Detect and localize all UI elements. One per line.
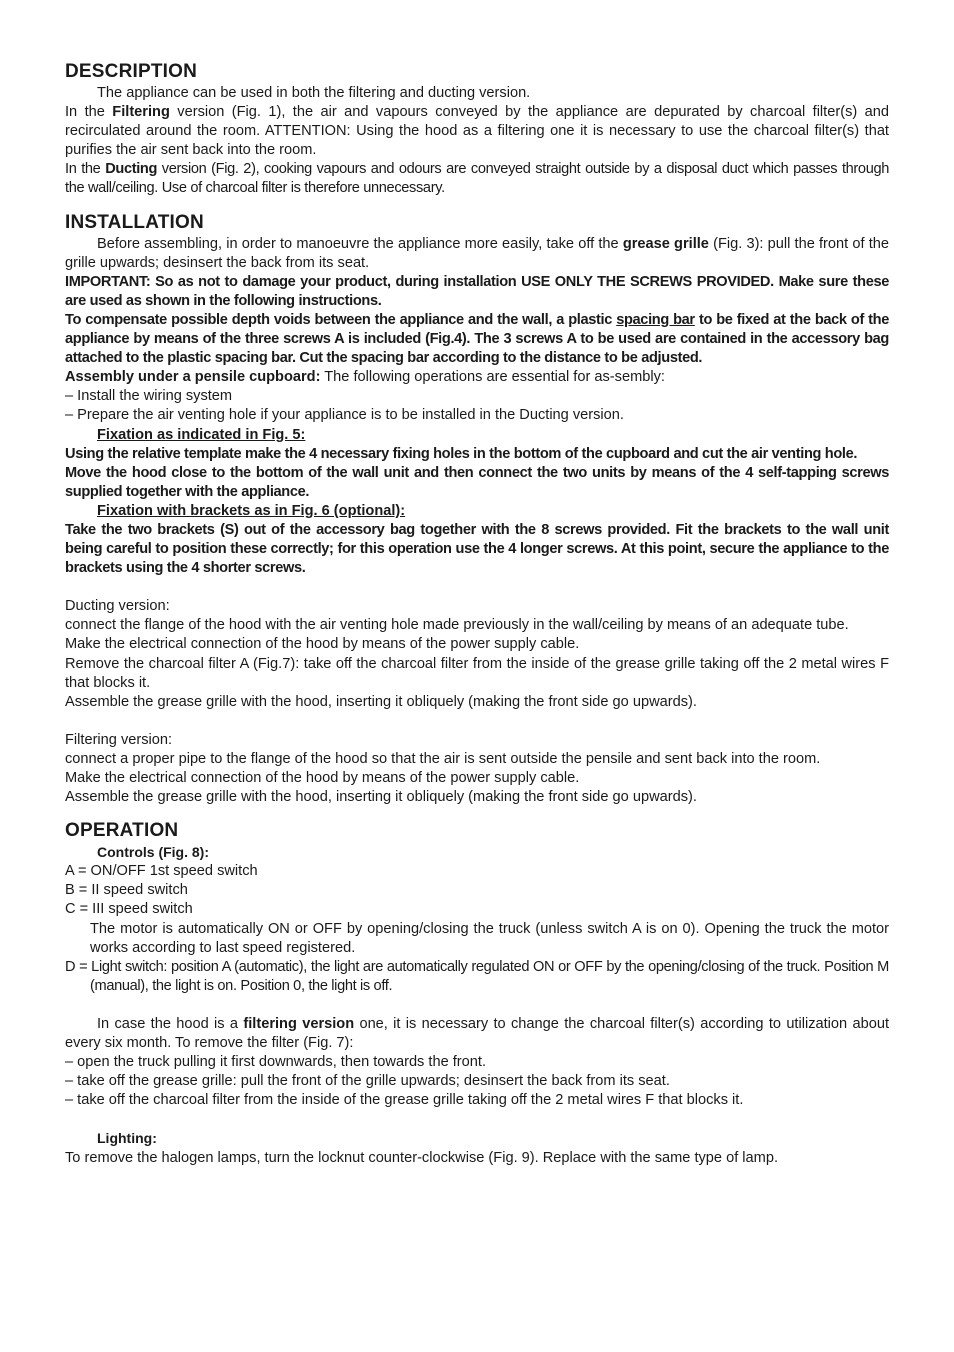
control-a: A = ON/OFF 1st speed switch [65, 863, 258, 880]
ducting-version-label: Ducting version: [65, 598, 170, 615]
ducting-step-electrical: Make the electrical connection of the hood by means of the power supply cable. [65, 636, 580, 653]
remove-step-filter: – take off the charcoal filter from the inside of the grease grille taking off the 2 metal wires F that blocks it. [65, 1092, 744, 1109]
description-ducting: In the Ducting version (Fig. 2), cooking vapours and odours are conveyed straight outside by a disposal duct which passes through the wall/ceiling. Use of charcoal filter is therefore unnecessary. [65, 161, 889, 197]
lighting-label: Lighting: [97, 1130, 157, 1147]
remove-step-grille: – take off the grease grille: pull the front of the grille upwards; desinsert the back from its seat. [65, 1073, 670, 1090]
filtering-step-grille: Assemble the grease grille with the hood, inserting it obliquely (making the front side go upwards). [65, 789, 697, 806]
fixation-fig5-text1: Using the relative template make the 4 necessary fixing holes in the bottom of the cupboard and cut the air venting hole. [65, 445, 858, 462]
fixation-fig6-text: Take the two brackets (S) out of the accessory bag together with the 8 screws provided. Fit the brackets to the wall unit being careful to position these correctly; for this operation use the 4 longer screws. At this point, secure the appliance to the brackets using the 4 shorter screws. [65, 521, 889, 577]
installation-heading: INSTALLATION [65, 211, 204, 233]
control-c: C = III speed switch [65, 901, 193, 918]
fixation-fig6-heading: Fixation with brackets as in Fig. 6 (optional): [97, 502, 406, 519]
controls-label: Controls (Fig. 8): [97, 844, 209, 861]
fixation-fig5-heading: Fixation as indicated in Fig. 5: [97, 426, 306, 443]
description-heading: DESCRIPTION [65, 61, 198, 82]
installation-important: IMPORTANT: So as not to damage your product, during installation USE ONLY THE SCREWS PROVIDED. Make sure these are used as shown in the following instructions. [65, 273, 889, 309]
filter-change-note: In case the hood is a filtering version one, it is necessary to change the charcoal filter(s) according to utilization about every six month. To remove the filter (Fig. 7): [65, 1015, 890, 1052]
fixation-fig5-text2: Move the hood close to the bottom of the wall unit and then connect the two units by means of the 4 self-tapping screws supplied together with the appliance. [65, 464, 889, 500]
operation-heading: OPERATION [65, 820, 179, 842]
installation-step-wiring: – Install the wiring system [65, 388, 233, 405]
spacing-bar-link: spacing bar [616, 311, 695, 328]
manual-page [65, 60, 889, 1168]
filtering-step-pipe: connect a proper pipe to the flange of the hood so that the air is sent outside the pensile and sent back into the room. [65, 750, 821, 767]
control-b: B = II speed switch [65, 882, 188, 899]
lighting-text: To remove the halogen lamps, turn the locknut counter-clockwise (Fig. 9). Replace with the same type of lamp. [65, 1149, 778, 1166]
ducting-step-flange: connect the flange of the hood with the air venting hole made previously in the wall/ceiling by means of an adequate tube. [65, 617, 849, 634]
installation-assembly: Assembly under a pensile cupboard: The following operations are essential for as-sembly: [65, 369, 665, 386]
installation-step-venting: – Prepare the air venting hole if your appliance is to be installed in the Ducting version. [65, 407, 624, 424]
installation-spacing-bar: To compensate possible depth voids between the appliance and the wall, a plastic spacing bar to be fixed at the back of the appliance by means of the three screws A is included (Fig.4). The 3 screws A to be used are contained in the accessory bag attached to the plastic spacing bar. Cut the spacing bar according to the distance to be adjusted. [65, 311, 890, 367]
filtering-step-electrical: Make the electrical connection of the hood by means of the power supply cable. [65, 770, 580, 786]
description-filtering: In the Filtering version (Fig. 1), the air and vapours conveyed by the appliance are depurated by charcoal filter(s) and recirculated around the room. ATTENTION: Using the hood as a filtering one it is necessary to use the charcoal filter(s) that purifies the air sent back into the room. [65, 104, 889, 159]
filtering-version-label: Filtering version: [65, 731, 173, 748]
ducting-step-remove-filter: Remove the charcoal filter A (Fig.7): take off the charcoal filter from the inside of the grease grille taking off the 2 metal wires F that blocks it. [65, 655, 889, 691]
control-d: D = Light switch: position A (automatic), the light are automatically regulated ON or OFF by the opening/closing of the truck. Position M (manual), the light is on. Position 0, the light is off. [65, 958, 889, 994]
ducting-step-grille: Assemble the grease grille with the hood, inserting it obliquely (making the front side go upwards). [65, 693, 697, 710]
description-intro: The appliance can be used in both the filtering and ducting version. [97, 85, 531, 101]
motor-note: The motor is automatically ON or OFF by opening/closing the truck (unless switch A is on 0). Opening the truck the motor works according to last speed registered. [90, 920, 889, 956]
remove-step-truck: – open the truck pulling it first downwards, then towards the front. [65, 1054, 487, 1071]
installation-before: Before assembling, in order to manoeuvre the appliance more easily, take off the grease grille (Fig. 3): pull the front of the grille upwards; desinsert the back from its seat. [65, 235, 889, 271]
